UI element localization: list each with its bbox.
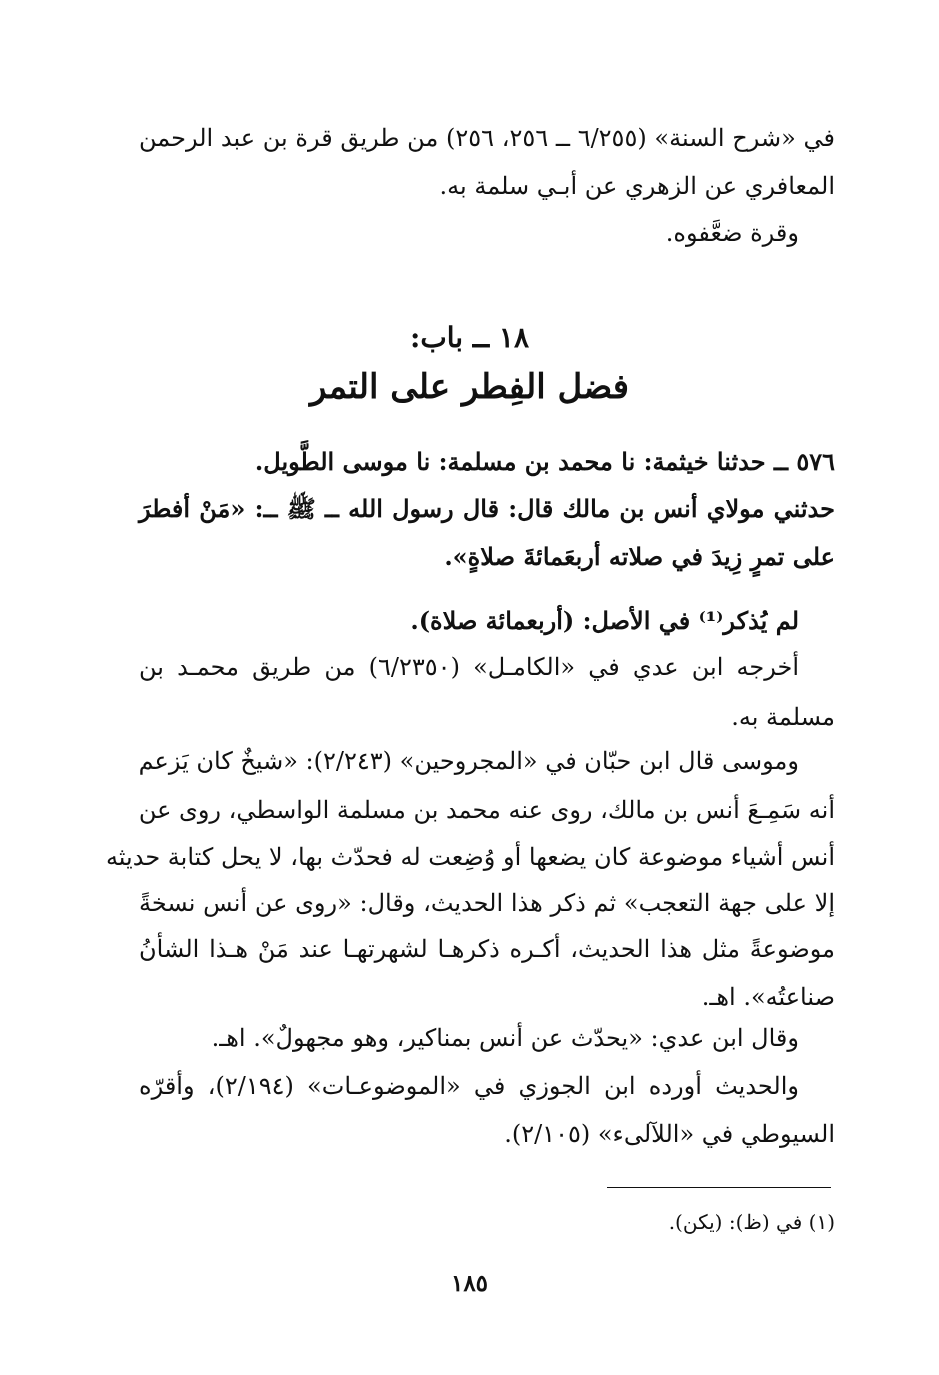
commentary-p3-line-5: موضوعةً مثل هذا الحديث، أكـره ذكرهـا لشهرتهـا عند مَنْ هـذا الشأنُ xyxy=(139,935,835,963)
hadith-line-3: على تمرٍ زِيدَ في صلاته أربعَمائةَ صلاةٍ». xyxy=(444,542,835,571)
commentary-p3-line-1: وموسى قال ابن حبّان في «المجروحين» (٢/٢٤٣): «شيخٌ كان يَزعم xyxy=(138,747,799,775)
commentary-p5-line-1: والحديث أورده ابن الجوزي في «الموضوعـات» (٢/١٩٤)، وأقرّه xyxy=(139,1072,799,1100)
intro-line-1: في «شرح السنة» (٦/٢٥٥ ــ ٢٥٦، ٢٥٦) من طريق قرة بن عبد الرحمن xyxy=(139,124,836,152)
commentary-p3-line-6: صناعتُه». اهـ. xyxy=(701,983,835,1011)
commentary-note: لم يُذكر⁽¹⁾ في الأصل: (أربعمائة صلاة). xyxy=(410,606,799,635)
page-number: ١٨٥ xyxy=(450,1270,489,1297)
commentary-p5-line-2: السيوطي في «اللآلىء» (٢/١٠٥). xyxy=(504,1120,835,1148)
commentary-p3-line-4: إلا على جهة التعجب» ثم ذكر هذا الحديث، وقال: «روى عن أنس نسخةً xyxy=(139,889,835,917)
hadith-line-2: حدثني مولاي أنس بن مالك قال: قال رسول الله ــ ﷺ ــ: «مَنْ أفطرَ xyxy=(139,494,835,523)
commentary-p3-line-3: أنس أشياء موضوعة كان يضعها أو وُضِعت له فحدّث بها، لا يحل كتابة حديثه xyxy=(105,843,835,871)
intro-line-2: المعافري عن الزهري عن أبـي سلمة به. xyxy=(439,172,835,200)
intro-line-3: وقرة ضعَّفوه. xyxy=(665,219,799,247)
footnote-divider xyxy=(607,1187,831,1188)
commentary-p2-line-2: مسلمة به. xyxy=(731,703,835,731)
commentary-p3-line-2: أنه سَمِـعَ أنس بن مالك، روى عنه محمد بن مسلمة الواسطي، روى عن xyxy=(138,796,835,824)
hadith-line-1: ٥٧٦ ــ حدثنا خيثمة: نا محمد بن مسلمة: نا موسى الطَّويل. xyxy=(254,447,835,476)
commentary-p4: وقال ابن عدي: «يحدّث عن أنس بمناكير، وهو مجهولٌ». اهـ. xyxy=(211,1024,799,1052)
footnote: (١) في (ظ): (يكن). xyxy=(668,1210,835,1234)
commentary-p2-line-1: أخرجه ابن عدي في «الكامـل» (٦/٢٣٥٠) من طريق محمـد بن xyxy=(139,653,800,681)
chapter-title: فضل الفِطر على التمر xyxy=(309,367,629,407)
chapter-number: ١٨ ــ باب: xyxy=(410,321,529,354)
